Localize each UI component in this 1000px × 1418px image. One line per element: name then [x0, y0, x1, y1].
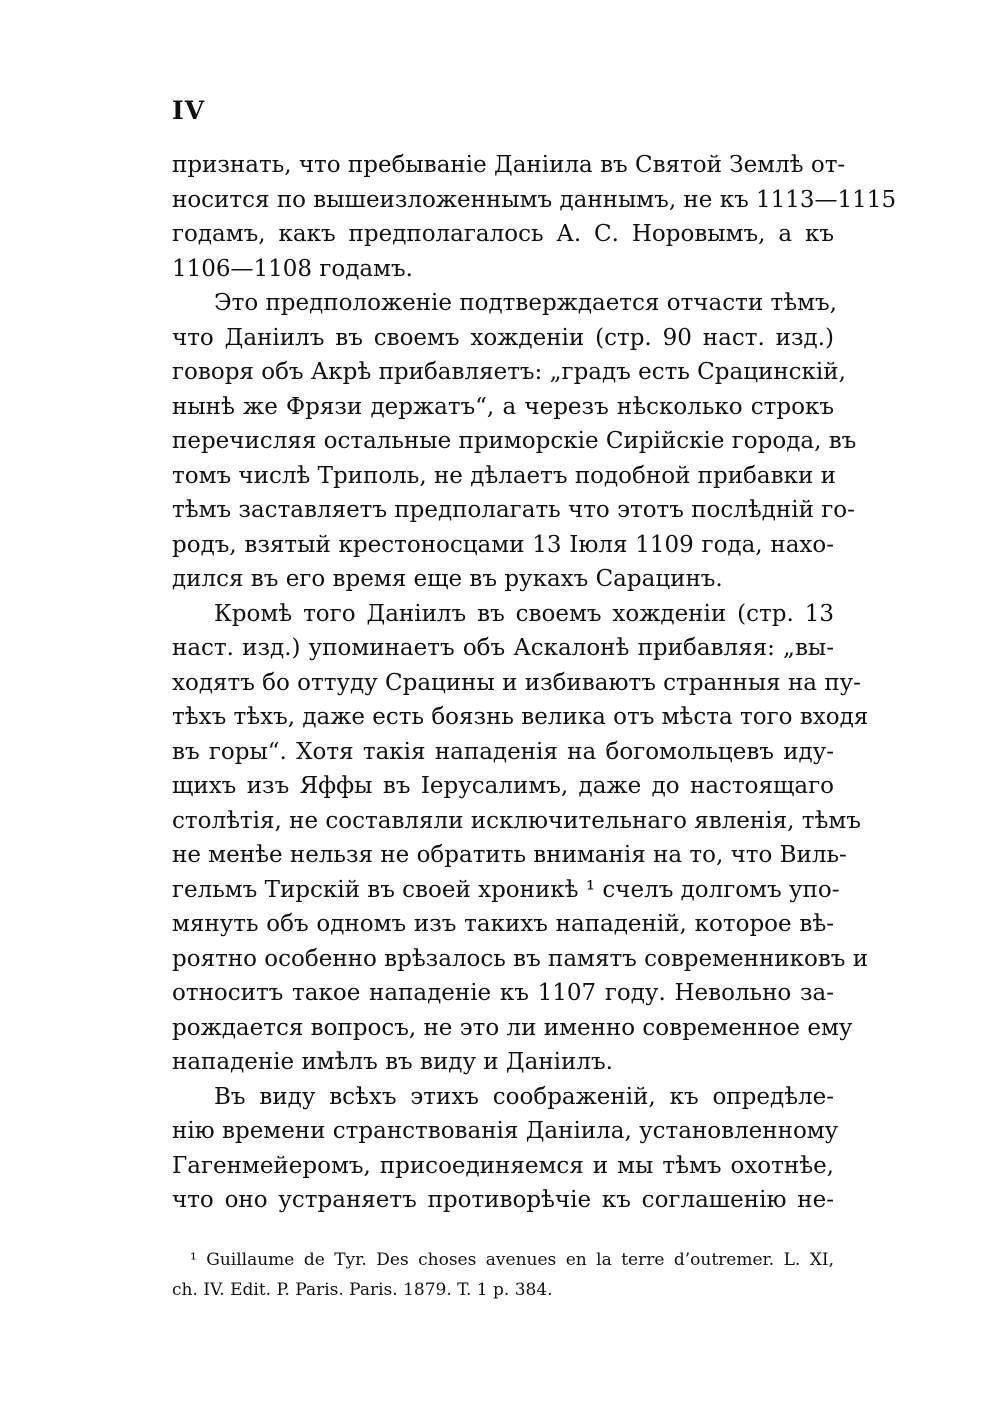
text-line: мянуть объ одномъ изъ такихъ нападенiй, которое вѣ-: [172, 911, 834, 937]
text-line: наст. изд.) упоминаетъ объ Аскалонѣ прибавляя: „вы-: [172, 635, 834, 661]
text-line: родъ, взятый крестоносцами 13 Iюля 1109 года, нахо-: [172, 531, 834, 558]
text-line: нападенiе имѣлъ въ виду и Данiилъ.: [172, 1049, 613, 1075]
text-line: перечисляя остальные приморскiе Сирiйскiе города, въ: [172, 428, 857, 454]
text-line: щихъ изъ Яффы въ Iерусалимъ, даже до настоящаго: [172, 773, 834, 799]
text-line: столѣтiя, не составляли исключительнаго явленiя, тѣмъ: [172, 807, 861, 834]
text-line: Гагенмейеромъ, присоединяемся и мы тѣмъ охотнѣе,: [172, 1152, 834, 1179]
text-line: Въ виду всѣхъ этихъ соображенiй, къ опредѣле-: [214, 1083, 834, 1110]
text-line: что Данiилъ въ своемъ хожденiи (стр. 90 наст. изд.): [172, 324, 834, 351]
text-line: носится по вышеизложеннымъ даннымъ, не къ 1113—1115: [172, 186, 897, 213]
text-line: не менѣе нельзя не обратить вниманiя на то, что Виль-: [172, 842, 847, 868]
text-line: признать, что пребыванiе Данiила въ Святой Землѣ от-: [172, 152, 846, 178]
footnotes: [172, 1245, 834, 1305]
text-line: говоря объ Акрѣ прибавляетъ: „градъ есть Срацинскiй,: [172, 359, 846, 385]
text-line: тѣхъ тѣхъ, даже есть боязнь велика отъ мѣста того входя: [172, 704, 869, 730]
text-line: тѣмъ заставляетъ предполагать что этотъ послѣднiй го-: [172, 497, 855, 523]
body-text: [172, 148, 897, 1218]
footnote-line: ¹ Guillaume de Tyr. Des choses avenues en la terre d’outremer. L. XI,: [190, 1250, 834, 1270]
text-line: томъ числѣ Триполь, не дѣлаетъ подобной прибавки и: [172, 462, 836, 489]
footnote-line: ch. IV. Edit. P. Paris. Paris. 1879. T. 1 p. 384.: [172, 1280, 553, 1300]
text-line: рождается вопросъ, не это ли именно современное ему: [172, 1014, 853, 1041]
text-line: относитъ такое нападенiе къ 1107 году. Невольно за-: [172, 980, 834, 1006]
text-line: Кромѣ того Данiилъ въ своемъ хожденiи (стр. 13: [214, 600, 834, 627]
text-line: ходятъ бо оттуду Срацины и избиваютъ странныя на пу-: [172, 669, 861, 696]
text-line: роятно особенно врѣзалось въ памятъ современниковъ и: [172, 945, 869, 972]
text-line: гельмъ Тирскiй въ своей хроникѣ ¹ счелъ долгомъ упо-: [172, 876, 840, 903]
text-line: что оно устраняетъ противорѣчiе къ соглашенiю не-: [172, 1187, 834, 1213]
text-line: Это предположенiе подтверждается отчасти тѣмъ,: [214, 290, 837, 316]
text-line: нынѣ же Фрязи держатъ“, а черезъ нѣсколько строкъ: [172, 393, 834, 420]
page-number: IV: [172, 96, 206, 125]
text-line: въ горы“. Хотя такiя нападенiя на богомольцевъ иду-: [172, 738, 834, 765]
text-line: годамъ, какъ предполагалось А. С. Норовымъ, а къ: [172, 221, 834, 247]
text-line: 1106—1108 годамъ.: [172, 255, 413, 282]
text-line: нiю времени странствованiя Данiила, установленному: [172, 1118, 839, 1144]
text-line: дился въ его время еще въ рукахъ Сарацинъ.: [172, 566, 723, 592]
